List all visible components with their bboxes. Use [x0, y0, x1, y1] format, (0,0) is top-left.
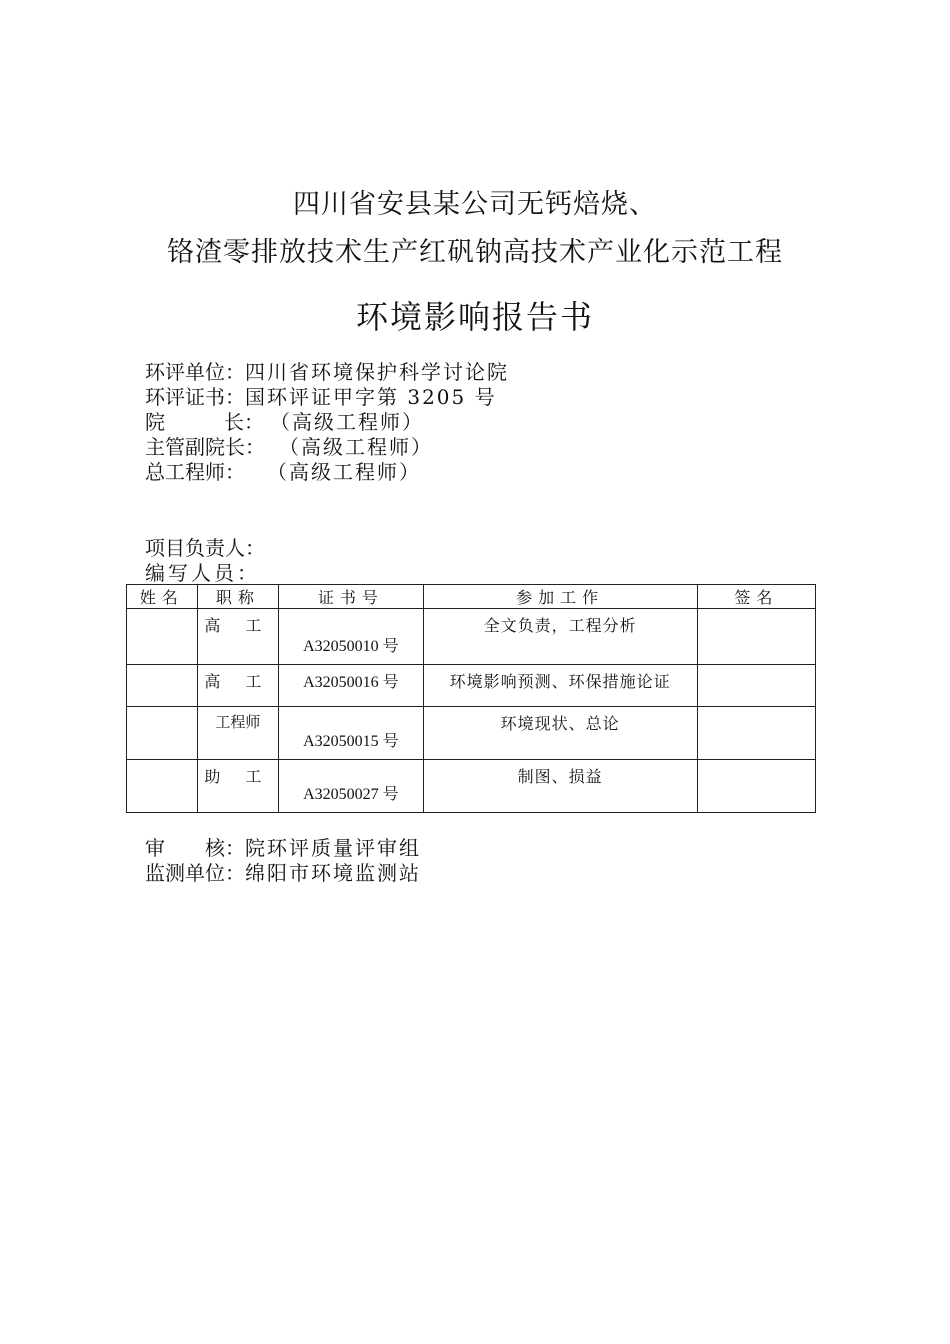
- eia-unit-label: 环评单位：: [145, 360, 245, 384]
- eia-cert-row: [145, 385, 497, 411]
- header-name: 姓名: [127, 585, 198, 609]
- chief-engineer-row: [145, 460, 421, 486]
- vice-dean-row: [145, 435, 433, 461]
- review-label-first: 审: [145, 836, 165, 860]
- table-row: [127, 609, 816, 665]
- dean-value: （高级工程师）: [270, 410, 424, 434]
- cell-title: 高 工: [197, 665, 279, 707]
- cell-title: 高 工: [197, 609, 279, 665]
- cell-work: 环境现状、总论: [423, 707, 697, 760]
- cell-cert: A32050010 号: [279, 609, 423, 665]
- cell-signature: [697, 707, 815, 760]
- monitor-unit-row: [145, 861, 421, 887]
- vice-dean-value: （高级工程师）: [279, 435, 433, 459]
- cell-work: 环境影响预测、环保措施论证: [423, 665, 697, 707]
- cell-signature: [697, 665, 815, 707]
- report-title-main: 环境影响报告书: [355, 298, 594, 336]
- cell-signature: [697, 760, 815, 813]
- cell-title: 工程师: [197, 707, 279, 760]
- eia-unit-value: 四川省环境保护科学讨论院: [245, 360, 509, 384]
- review-label-second: 核：: [205, 836, 245, 860]
- review-row: [145, 836, 421, 862]
- report-title-line-1: 四川省安县某公司无钙焙烧、: [293, 189, 657, 220]
- project-leader-label: 项目负责人：: [145, 536, 265, 560]
- table-row: [127, 707, 816, 760]
- cell-name: [127, 665, 198, 707]
- header-cert: 证书号: [279, 585, 423, 609]
- project-leader-row: [145, 536, 265, 562]
- dean-label: [145, 410, 270, 435]
- eia-cert-value: 国环评证甲字第 3205 号: [245, 385, 497, 409]
- cell-work: 制图、损益: [423, 760, 697, 813]
- report-title-line-2: 铬渣零排放技术生产红矾钠高技术产业化示范工程: [167, 237, 783, 268]
- header-signature: 签名: [697, 585, 815, 609]
- cell-name: [127, 707, 198, 760]
- review-value: 院环评质量评审组: [245, 836, 421, 860]
- eia-unit-row: [145, 360, 509, 386]
- cell-cert: A32050015 号: [279, 707, 423, 760]
- staff-table-header: [127, 585, 816, 609]
- cell-signature: [697, 609, 815, 665]
- table-row: [127, 760, 816, 813]
- staff-table: [126, 584, 816, 813]
- cell-cert: A32050016 号: [279, 665, 423, 707]
- vice-dean-label: 主管副院长：: [145, 435, 265, 459]
- review-label: [145, 836, 245, 861]
- cell-name: [127, 760, 198, 813]
- table-row: [127, 665, 816, 707]
- dean-row: [145, 410, 424, 436]
- cell-name: [127, 609, 198, 665]
- dean-label-second: 长：: [224, 410, 264, 434]
- header-work: 参加工作: [423, 585, 697, 609]
- chief-engineer-label: 总工程师：: [145, 460, 245, 484]
- monitor-unit-value: 绵阳市环境监测站: [245, 861, 421, 885]
- header-title: 职称: [197, 585, 279, 609]
- cell-work: 全文负责，工程分析: [423, 609, 697, 665]
- chief-engineer-value: （高级工程师）: [267, 460, 421, 484]
- cell-title: 助 工: [197, 760, 279, 813]
- monitor-unit-label: 监测单位：: [145, 861, 245, 885]
- dean-label-first: 院: [145, 410, 165, 434]
- cell-cert: A32050027 号: [279, 760, 423, 813]
- eia-cert-label: 环评证书：: [145, 385, 245, 409]
- writers-label: 编写人员：: [145, 561, 260, 585]
